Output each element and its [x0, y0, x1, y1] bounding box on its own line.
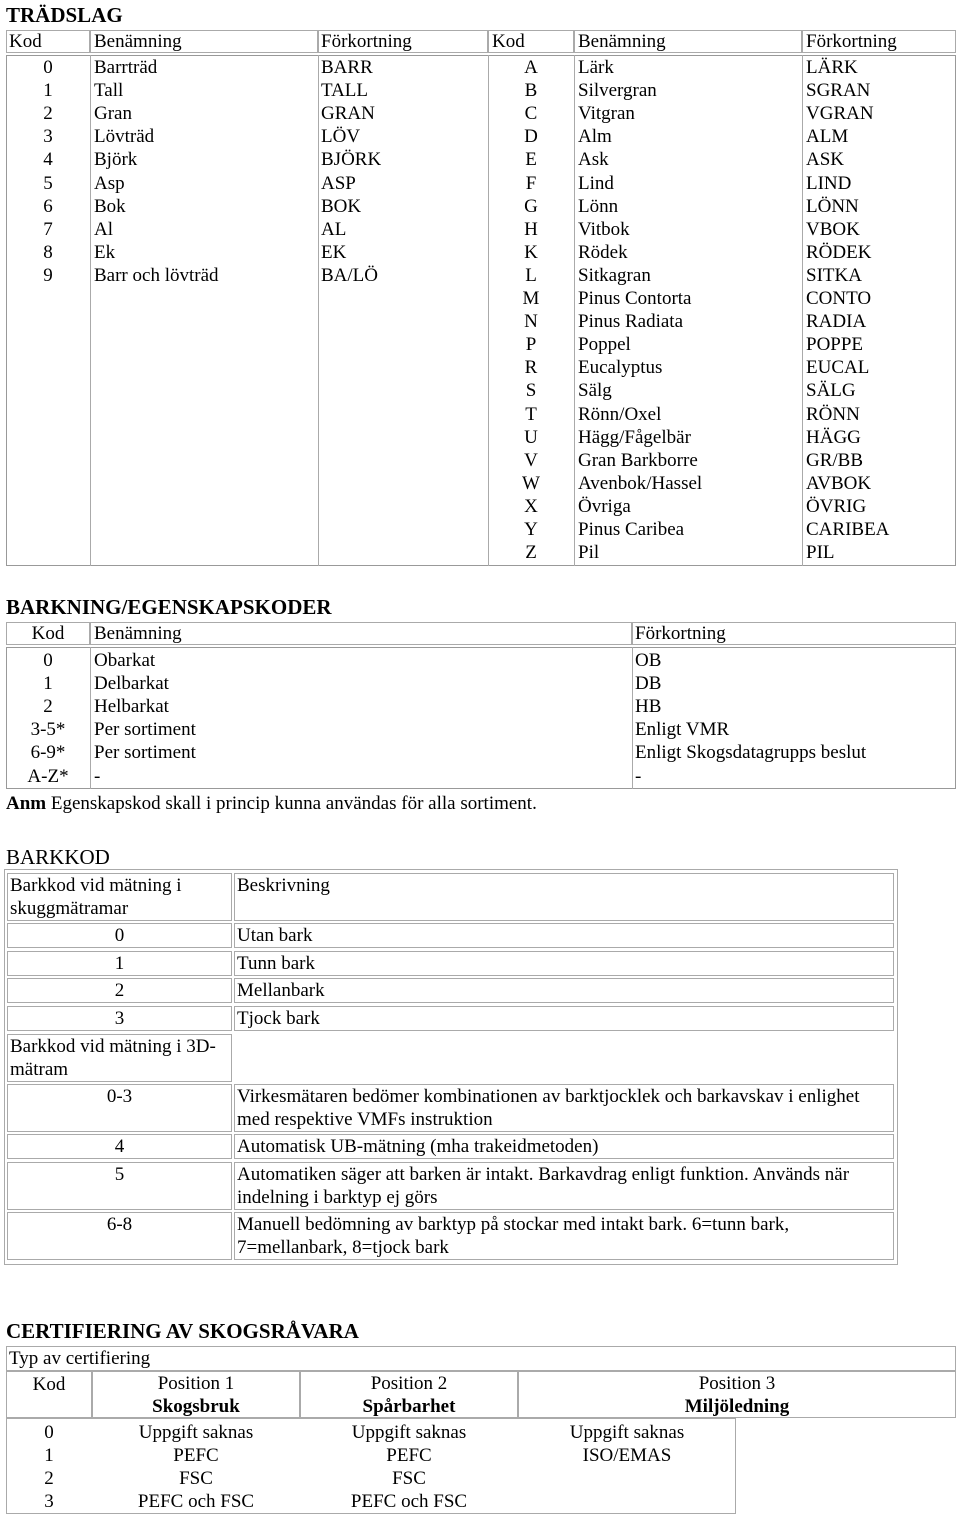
barkning-benamning: -	[94, 765, 101, 787]
barkning-col-benamning: Benämning	[94, 623, 182, 644]
tradslag-kod-2: D	[524, 126, 538, 148]
tradslag-kod-2: W	[522, 472, 540, 494]
barkning-benamning: Per sortiment	[94, 742, 196, 764]
tradslag-benamning: Björk	[94, 149, 138, 171]
tradslag-forkortning: BA/LÖ	[321, 264, 378, 286]
barkning-kod: 1	[43, 673, 53, 695]
barkning-benamning: Obarkat	[94, 650, 156, 671]
tradslag-benamning-2: Gran Barkborre	[578, 449, 698, 471]
tradslag-forkortning: BJÖRK	[321, 149, 382, 171]
tradslag-kod-2: N	[524, 311, 538, 333]
tradslag-kod-2: B	[524, 80, 538, 102]
cert-typ-label: Typ av certifiering	[9, 1348, 151, 1369]
tradslag-benamning-2: Pinus Caribea	[578, 519, 685, 540]
col-header-kod: Kod	[9, 31, 42, 52]
tradslag-benamning-2: Avenbok/Hassel	[578, 472, 703, 494]
tradslag-forkortning: BARR	[321, 57, 373, 78]
cert-pos2: PEFC	[386, 1445, 432, 1467]
barkkod-kod: 6-8	[106, 1214, 133, 1235]
tradslag-kod: 1	[43, 80, 53, 102]
cert-col-pos2-sub: Spårbarhet	[362, 1396, 456, 1417]
tradslag-forkortning: TALL	[321, 80, 369, 102]
col-header-benamning-2: Benämning	[578, 31, 666, 52]
tradslag-benamning: Asp	[94, 172, 125, 194]
tradslag-forkortning-2: GR/BB	[806, 449, 864, 471]
barkning-kod: 6-9*	[30, 742, 66, 764]
cert-kod: 0	[44, 1422, 54, 1443]
tradslag-kod-2: F	[525, 172, 537, 194]
cert-kod: 3	[44, 1491, 54, 1513]
section-title-tradslag: TRÄDSLAG	[6, 3, 123, 27]
tradslag-benamning-2: Sälg	[578, 380, 612, 402]
barkning-note: Anm Egenskapskod skall i princip kunna användas för alla sortiment.	[6, 793, 537, 814]
tradslag-forkortning-2: VGRAN	[806, 103, 874, 125]
cert-kod: 1	[44, 1445, 54, 1467]
tradslag-kod-2: L	[525, 264, 537, 286]
col-header-benamning: Benämning	[94, 31, 182, 52]
barkkod-kod: 2	[114, 980, 125, 1002]
barkning-forkortning: OB	[635, 650, 662, 671]
cert-pos2: PEFC och FSC	[350, 1491, 468, 1513]
tradslag-benamning: Barr och lövträd	[94, 264, 219, 286]
tradslag-kod-2: P	[525, 334, 537, 356]
tradslag-forkortning-2: HÄGG	[806, 426, 861, 448]
tradslag-kod: 7	[43, 218, 53, 240]
tradslag-kod-2: H	[524, 218, 538, 240]
tradslag-benamning-2: Vitbok	[578, 218, 630, 240]
tradslag-kod-2: M	[522, 288, 540, 309]
barkkod-beskrivning: Automatisk UB-mätning (mha trakeidmetoden)	[237, 1136, 599, 1157]
tradslag-forkortning-2: AVBOK	[806, 472, 872, 494]
tradslag-benamning-2: Rönn/Oxel	[578, 403, 662, 425]
barkkod-kod: 4	[114, 1136, 125, 1157]
tradslag-forkortning-2: PIL	[806, 542, 835, 564]
col-header-kod-2: Kod	[492, 31, 525, 52]
tradslag-forkortning: LÖV	[321, 126, 361, 148]
barkkod-beskrivning: Mellanbark	[237, 980, 325, 1002]
tradslag-kod-2: Z	[525, 542, 537, 564]
barkkod-header-right: Beskrivning	[237, 875, 330, 896]
cert-pos2: Uppgift saknas	[351, 1422, 467, 1443]
tradslag-forkortning-2: RÖNN	[806, 403, 860, 425]
tradslag-forkortning-2: LIND	[806, 172, 852, 194]
tradslag-benamning-2: Eucalyptus	[578, 357, 663, 379]
tradslag-kod: 8	[43, 241, 53, 263]
tradslag-kod-2: V	[524, 449, 538, 471]
cert-pos1: PEFC och FSC	[137, 1491, 255, 1513]
barkkod-kod: 5	[114, 1164, 125, 1185]
tradslag-benamning-2: Rödek	[578, 241, 628, 263]
tradslag-benamning-2: Ask	[578, 149, 609, 171]
tradslag-benamning-2: Poppel	[578, 334, 631, 356]
tradslag-kod-2: C	[524, 103, 538, 125]
tradslag-kod-2: A	[524, 57, 538, 78]
tradslag-forkortning-2: RÖDEK	[806, 241, 872, 263]
col-header-forkortning-2: Förkortning	[806, 31, 897, 52]
tradslag-benamning-2: Lärk	[578, 57, 614, 78]
tradslag-benamning-2: Hägg/Fågelbär	[578, 426, 691, 448]
tradslag-forkortning-2: SITKA	[806, 264, 862, 286]
tradslag-kod-2: R	[524, 357, 538, 379]
tradslag-forkortning-2: EUCAL	[806, 357, 870, 379]
cert-col-pos3: Position 3	[698, 1373, 776, 1394]
cert-pos1: Uppgift saknas	[138, 1422, 254, 1443]
barkning-forkortning: -	[635, 765, 642, 787]
tradslag-kod-2: Y	[524, 519, 538, 540]
tradslag-kod: 4	[43, 149, 53, 171]
cert-col-pos2: Position 2	[370, 1373, 448, 1394]
tradslag-forkortning-2: ALM	[806, 126, 849, 148]
cert-pos3: Uppgift saknas	[569, 1422, 685, 1443]
barkning-benamning: Per sortiment	[94, 719, 196, 741]
tradslag-kod: 9	[43, 264, 53, 286]
col-header-forkortning: Förkortning	[321, 31, 412, 52]
tradslag-forkortning-2: LÖNN	[806, 195, 859, 217]
cert-col-kod: Kod	[32, 1374, 66, 1395]
tradslag-forkortning-2: SÄLG	[806, 380, 856, 402]
barkkod-kod: 1	[114, 952, 125, 974]
cert-col-pos1: Position 1	[157, 1373, 235, 1394]
tradslag-benamning-2: Lönn	[578, 195, 619, 217]
tradslag-benamning-2: Silvergran	[578, 80, 657, 102]
tradslag-benamning: Al	[94, 218, 113, 240]
tradslag-benamning: Gran	[94, 103, 132, 125]
tradslag-forkortning-2: ASK	[806, 149, 845, 171]
barkning-forkortning: DB	[635, 673, 662, 695]
tradslag-forkortning-2: RADIA	[806, 311, 867, 333]
tradslag-forkortning: AL	[321, 218, 347, 240]
cert-col-pos3-sub: Miljöledning	[684, 1396, 790, 1417]
tradslag-forkortning: GRAN	[321, 103, 375, 125]
barkning-kod: 3-5*	[30, 719, 66, 741]
barkning-benamning: Helbarkat	[94, 696, 169, 718]
tradslag-kod: 3	[43, 126, 53, 148]
tradslag-forkortning: EK	[321, 241, 347, 263]
tradslag-forkortning-2: LÄRK	[806, 57, 858, 78]
barkning-forkortning: Enligt Skogsdatagrupps beslut	[635, 742, 867, 764]
barkning-col-kod: Kod	[31, 623, 65, 644]
barkkod-beskrivning: Tunn bark	[237, 952, 315, 974]
section-title-barkning: BARKNING/EGENSKAPSKODER	[6, 595, 332, 619]
barkning-forkortning: HB	[635, 696, 662, 718]
cert-kod: 2	[44, 1468, 54, 1490]
tradslag-kod-2: K	[524, 241, 538, 263]
cert-col-pos1-sub: Skogsbruk	[152, 1396, 240, 1417]
tradslag-benamning-2: Vitgran	[578, 103, 635, 125]
section-title-cert: CERTIFIERING AV SKOGSRÅVARA	[6, 1319, 359, 1343]
barkkod-kod: 0-3	[106, 1086, 133, 1107]
barkkod-beskrivning: Virkesmätaren bedömer kombinationen av barktjocklek och barkavskav i enlighet med respektive VMFs instruktion	[237, 1086, 860, 1130]
section-title-barkkod: BARKKOD	[6, 845, 110, 869]
tradslag-kod-2: X	[524, 495, 538, 517]
tradslag-benamning-2: Pil	[578, 542, 600, 564]
tradslag-benamning: Lövträd	[94, 126, 155, 148]
tradslag-benamning-2: Övriga	[578, 495, 631, 517]
tradslag-forkortning-2: ÖVRIG	[806, 495, 867, 517]
barkkod-beskrivning: Automatiken säger att barken är intakt. Barkavdrag enligt funktion. Används när indelning i barktyp ej görs	[237, 1164, 850, 1208]
cert-pos1: FSC	[179, 1468, 213, 1490]
tradslag-forkortning: BOK	[321, 195, 362, 217]
tradslag-forkortning-2: POPPE	[806, 334, 864, 356]
tradslag-forkortning: ASP	[321, 172, 356, 194]
tradslag-kod: 6	[43, 195, 53, 217]
tradslag-benamning-2: Lind	[578, 172, 614, 194]
barkkod-beskrivning: Tjock bark	[237, 1008, 320, 1030]
cert-pos1: PEFC	[173, 1445, 219, 1467]
tradslag-forkortning-2: CONTO	[806, 288, 872, 309]
barkning-col-forkortning: Förkortning	[635, 623, 726, 644]
cert-pos3: ISO/EMAS	[582, 1445, 672, 1467]
barkkod-kod: 0	[114, 925, 125, 946]
tradslag-forkortning-2: VBOK	[806, 218, 860, 240]
barkning-benamning: Delbarkat	[94, 673, 169, 695]
tradslag-kod-2: G	[524, 195, 538, 217]
tradslag-kod-2: E	[525, 149, 537, 171]
tradslag-kod-2: T	[525, 403, 537, 425]
tradslag-forkortning-2: SGRAN	[806, 80, 871, 102]
tradslag-benamning-2: Pinus Radiata	[578, 311, 684, 333]
tradslag-benamning: Bok	[94, 195, 126, 217]
barkkod-subheader-left: Barkkod vid mätning i 3D-mätram	[10, 1036, 216, 1080]
tradslag-benamning-2: Alm	[578, 126, 612, 148]
tradslag-benamning-2: Sitkagran	[578, 264, 651, 286]
tradslag-kod: 5	[43, 172, 53, 194]
tradslag-kod-2: S	[525, 380, 537, 402]
barkning-kod: A-Z*	[27, 765, 69, 787]
tradslag-kod: 0	[43, 57, 53, 78]
tradslag-kod: 2	[43, 103, 53, 125]
barkkod-header-left: Barkkod vid mätning i skuggmätramar	[10, 875, 182, 919]
cert-pos2: FSC	[392, 1468, 426, 1490]
barkkod-beskrivning: Manuell bedömning av barktyp på stockar med intakt bark. 6=tunn bark, 7=mellanbark, 8=tjock bark	[237, 1214, 790, 1258]
barkkod-beskrivning: Utan bark	[237, 925, 313, 946]
tradslag-benamning: Ek	[94, 241, 116, 263]
tradslag-benamning: Barrträd	[94, 57, 158, 78]
tradslag-benamning-2: Pinus Contorta	[578, 288, 692, 309]
tradslag-benamning: Tall	[94, 80, 124, 102]
barkkod-kod: 3	[114, 1008, 125, 1030]
tradslag-kod-2: U	[524, 426, 538, 448]
barkning-kod: 2	[43, 696, 53, 718]
barkning-forkortning: Enligt VMR	[635, 719, 730, 741]
barkning-kod: 0	[43, 650, 53, 671]
tradslag-forkortning-2: CARIBEA	[806, 519, 890, 540]
